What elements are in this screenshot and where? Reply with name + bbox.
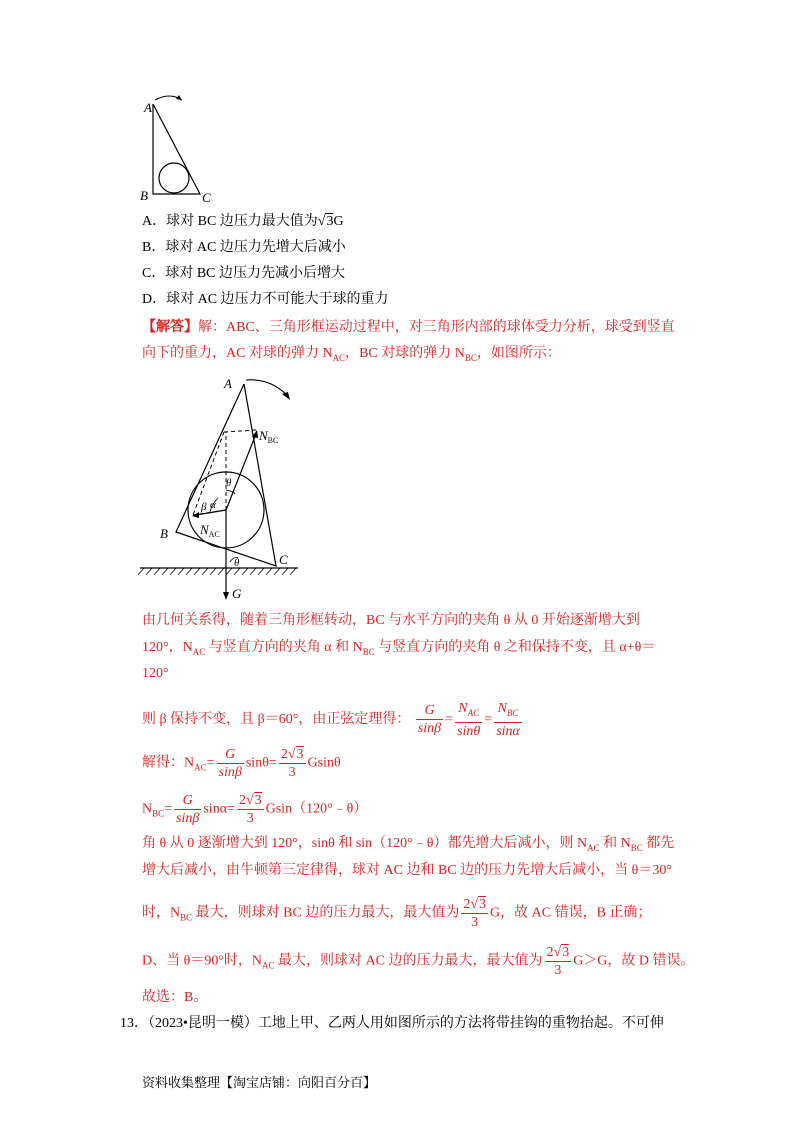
frac-den: sinα <box>496 723 520 739</box>
option-a <box>142 212 344 232</box>
para-line-9 <box>142 896 651 931</box>
num-2: 2 <box>463 897 471 912</box>
l7-text: 角 θ 从 0 逐渐增大到 120°，sinθ 和 sin（120°﹣θ）都先增大后减小，则 N <box>142 836 588 851</box>
frac-nac-sint <box>455 700 482 740</box>
label-b: B <box>140 188 148 203</box>
label-a: A <box>144 100 152 115</box>
l2-c: 与竖直方向的夹角 θ 之和保持不变，且 α+θ＝ <box>374 640 656 655</box>
l6-sub: BC <box>152 808 165 819</box>
frac-den: 3 <box>288 765 296 780</box>
para-line-4: 则 β 保持不变，且 β＝60°，由正弦定理得： $\frac{G}{\sin\beta}$ = $\frac{N_{AC}}{\sin\theta}$ = $\frac{N_{BC}}{\sin\alpha}$ <box>142 701 520 739</box>
option-a-sqrt: 3 <box>326 214 334 229</box>
frac-2sqrt3-3 <box>279 746 306 781</box>
nac-n: N <box>458 701 468 716</box>
frac-num: 2√3 <box>463 897 487 912</box>
sqrt-3: 3 <box>562 945 570 960</box>
page-footer: 资料收集整理【淘宝店铺：向阳百分百】 <box>142 1076 377 1091</box>
option-b: B．球对 AC 边压力先增大后减小 <box>142 240 346 255</box>
l7-sub1: AC <box>587 842 600 853</box>
l5-sub: AC <box>194 762 207 773</box>
frac-den: 3 <box>471 915 479 930</box>
intro2-b: ，BC 对球的弹力 N <box>345 346 465 361</box>
para-line-1: 由几何关系得，随着三角形框转动，BC 与水平方向的夹角 θ 从 0 开始逐渐增大到 <box>142 613 640 628</box>
frac-num: 2√3 <box>238 793 262 808</box>
l9-b: 最大，则球对 BC 边的压力最大，最大值为 <box>192 905 460 921</box>
intro2-c: ，如图所示： <box>476 346 561 361</box>
fig2-label-a: A <box>224 376 232 391</box>
frac-num: G <box>174 792 201 810</box>
option-a-tail: G <box>333 214 344 229</box>
question-13: 13．（2023•昆明一模）工地上甲、乙两人用如图所示的方法将带挂钩的重物抬起。不可伸 <box>120 1016 664 1031</box>
fig2-label-b: B <box>160 526 168 541</box>
frac-g-sinb-2 <box>217 746 244 781</box>
l7-b: 和 N <box>599 836 631 851</box>
l5-eq: = <box>206 755 215 771</box>
frac-num: 2√3 <box>280 747 304 762</box>
frac-den: 3 <box>246 811 254 826</box>
para-line-6 <box>142 792 367 827</box>
l6-mid: sinα= <box>203 801 235 817</box>
l5-a: 解得：N <box>142 755 195 771</box>
fig2-label-beta: β <box>201 501 207 513</box>
para-line-10 <box>142 944 695 979</box>
fig2-label-c: C <box>279 552 288 567</box>
l6-tail: Gsin（120°﹣θ） <box>265 801 368 817</box>
fig2-label-nac: $N_{AC}$ <box>200 522 220 539</box>
frac-2sqrt3-3-d <box>545 944 572 979</box>
sqrt-symbol: √ <box>317 214 326 229</box>
l9-c: G，故 AC 错误，B 正确； <box>490 905 652 921</box>
sqrt-3: 3 <box>296 747 304 762</box>
option-c: C．球对 BC 边压力先减小后增大 <box>142 266 346 281</box>
num-2: 2 <box>546 945 554 960</box>
l7-c: 都先 <box>642 836 675 851</box>
frac-den: 3 <box>554 963 562 978</box>
label-c: C <box>202 190 211 204</box>
frac-2sqrt3-3-b <box>237 792 264 827</box>
nbc-sub: BC <box>506 707 519 718</box>
intro2-sub2: BC <box>464 352 477 363</box>
l9-a: 时，N <box>142 905 181 921</box>
frac-num: G <box>217 746 244 764</box>
para-line-11: 故选：B。 <box>142 990 208 1005</box>
answer-tag: 【解答】 <box>142 320 198 335</box>
sqrt-3: 3 <box>254 793 262 808</box>
num-2: 2 <box>238 793 246 808</box>
l2-b: 与竖直方向的夹角 α 和 N <box>205 640 363 655</box>
intro2-sub1: AC <box>332 352 346 363</box>
para-line-7 <box>142 834 674 858</box>
frac-num-nbc <box>494 700 522 723</box>
para-line-2 <box>142 638 655 662</box>
l9-sub: BC <box>180 912 193 923</box>
l2-a: 120°，N <box>142 640 193 655</box>
intro2-a: 向下的重力，AC 对球的弹力 N <box>142 346 333 361</box>
sqrt-3: 3 <box>479 897 487 912</box>
para-line-5 <box>142 746 341 781</box>
fig2-label-nbc: $N_{BC}$ <box>259 428 279 445</box>
frac-nbc-sina <box>494 700 522 740</box>
l2-sub2: BC <box>362 646 375 657</box>
figure-triangle-ball <box>130 92 220 204</box>
nbc-n: N <box>497 701 507 716</box>
l5-tail: Gsinθ <box>307 755 341 771</box>
num-2: 2 <box>280 747 288 762</box>
l10-a: D、当 θ＝90°时，N <box>142 953 263 969</box>
para-line-8: 增大后减小，由牛顿第三定律得，球对 AC 边和 BC 边的压力先增大后减小，当 θ＝30° <box>142 863 672 878</box>
l10-b: 最大，则球对 AC 边的压力最大，最大值为 <box>274 953 543 969</box>
l5-mid: sinθ= <box>245 755 277 771</box>
para-line-3: 120° <box>142 666 169 681</box>
fig2-label-theta2: θ <box>234 557 240 569</box>
l10-sub: AC <box>262 960 275 971</box>
frac-g-sinb-3 <box>174 792 201 827</box>
frac-num: G <box>416 702 443 720</box>
frac-g-sinb <box>416 702 443 737</box>
answer-intro-1 <box>142 318 675 338</box>
fig2-label-theta: θ <box>226 477 232 489</box>
l6-a: N <box>142 801 153 817</box>
frac-den: sinθ <box>457 723 481 739</box>
l4-a: 则 β 保持不变，且 β＝60°，由正弦定理得： <box>142 712 411 728</box>
frac-2sqrt3-3-c <box>461 896 488 931</box>
nac-sub: AC <box>467 707 480 718</box>
fig2-label-g: G <box>232 586 242 601</box>
figure-force-diagram <box>138 370 308 605</box>
option-a-text: A．球对 BC 边压力最大值为 <box>142 214 318 229</box>
fig2-label-alpha: α <box>210 499 216 511</box>
l7-sub2: BC <box>630 842 643 853</box>
l6-eq: = <box>164 801 173 817</box>
option-d: D．球对 AC 边压力不可能大于球的重力 <box>142 292 389 307</box>
frac-den: sinβ <box>417 721 442 737</box>
frac-den: sinβ <box>176 811 200 826</box>
frac-den: sinβ <box>218 765 242 780</box>
l10-c: G＞G，故 D 错误。 <box>573 953 695 969</box>
answer-intro-2 <box>142 344 561 368</box>
l2-sub1: AC <box>192 646 206 657</box>
frac-num: 2√3 <box>546 945 570 960</box>
answer-intro-text: 解：ABC、三角形框运动过程中，对三角形内部的球体受力分析，球受到竖直 <box>198 320 675 335</box>
frac-num-nac <box>455 700 482 723</box>
